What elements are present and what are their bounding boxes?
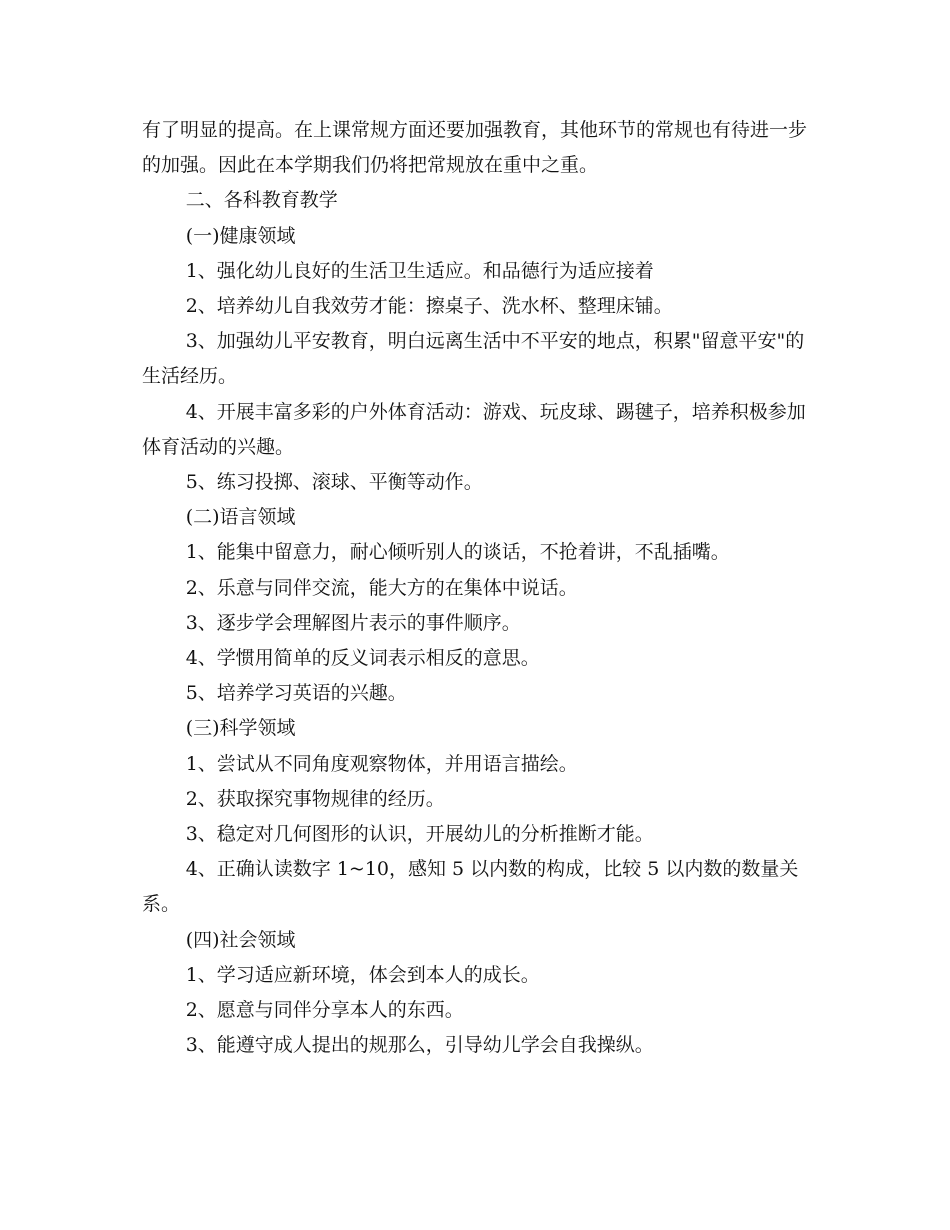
list-item: 1、强化幼儿良好的生活卫生适应。和品德行为适应接着 — [185, 259, 654, 282]
paragraph-continuation: 有了明显的提高。在上课常规方面还要加强教育，其他环节的常规也有待进一步的加强。因此在本学期我们仍将把常规放在重中之重。 — [142, 119, 808, 177]
section-heading-subjects: 二、各科教育教学 — [185, 189, 338, 212]
list-item: 1、能集中留意力，耐心倾听别人的谈话，不抢着讲，不乱插嘴。 — [185, 541, 730, 564]
list-item: 2、愿意与同伴分享本人的东西。 — [185, 999, 464, 1022]
subsection-heading-health: (一)健康领域 — [185, 224, 296, 247]
list-item: 3、稳定对几何图形的认识，开展幼儿的分析推断才能。 — [185, 823, 654, 846]
list-item: 1、尝试从不同角度观察物体，并用语言描绘。 — [185, 752, 578, 775]
list-item: 2、乐意与同伴交流，能大方的在集体中说话。 — [185, 576, 578, 599]
subsection-heading-society: (四)社会领域 — [185, 928, 296, 951]
subsection-heading-language: (二)语言领域 — [185, 506, 296, 529]
list-item: 4、正确认读数字 1~10，感知 5 以内数的构成，比较 5 以内数的数量关系。 — [142, 858, 799, 916]
list-item: 3、能遵守成人提出的规那么，引导幼儿学会自我操纵。 — [185, 1034, 654, 1057]
subsection-heading-science: (三)科学领域 — [185, 717, 296, 740]
list-item: 3、逐步学会理解图片表示的事件顺序。 — [185, 611, 521, 634]
list-item: 1、学习适应新环境，体会到本人的成长。 — [185, 963, 540, 986]
list-item: 2、培养幼儿自我效劳才能：擦桌子、洗水杯、整理床铺。 — [185, 295, 673, 318]
list-item: 5、练习投掷、滚球、平衡等动作。 — [185, 471, 483, 494]
list-item: 3、加强幼儿平安教育，明白远离生活中不平安的地点，积累"留意平安"的生活经历。 — [142, 330, 805, 388]
list-item: 4、开展丰富多彩的户外体育活动：游戏、玩皮球、踢毽子，培养积极参加体育活动的兴趣。 — [142, 400, 806, 458]
list-item: 5、培养学习英语的兴趣。 — [185, 682, 407, 705]
document-page — [142, 113, 814, 1063]
list-item: 2、获取探究事物规律的经历。 — [185, 787, 445, 810]
list-item: 4、学惯用简单的反义词表示相反的意思。 — [185, 647, 540, 670]
